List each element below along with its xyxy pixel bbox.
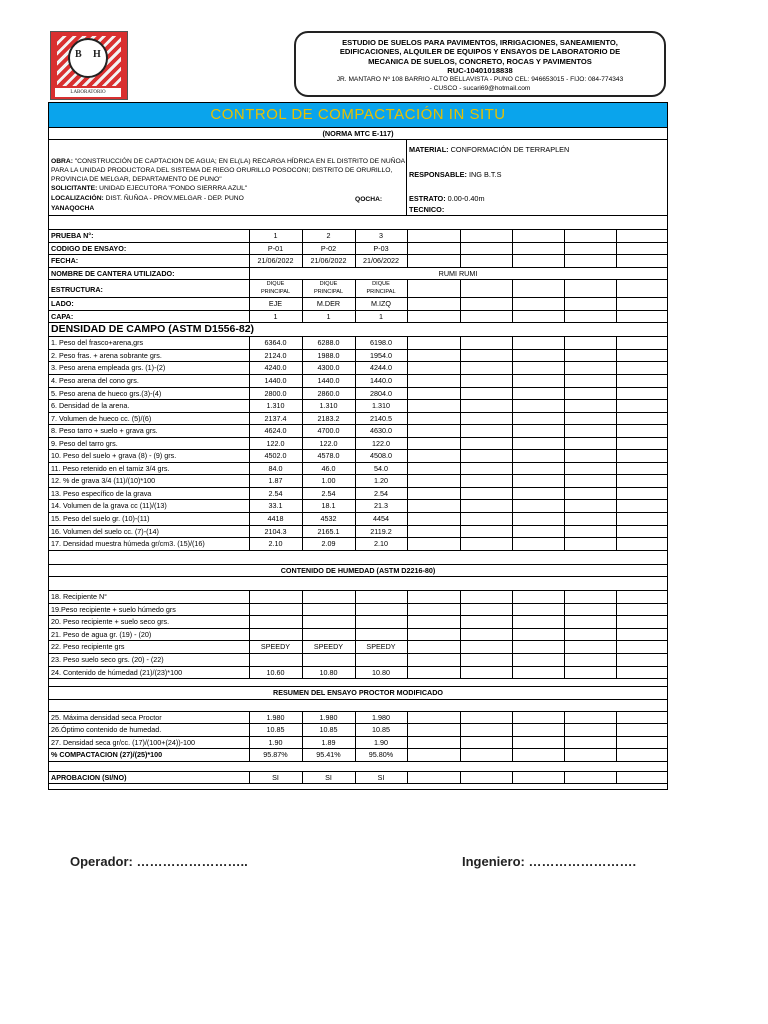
lado-row-value: M.DER (316, 299, 341, 309)
densidad-row-4-value: 2800.0 (264, 388, 287, 398)
grid-col-line (302, 279, 303, 322)
grid-col-line (302, 590, 303, 678)
densidad-row-0-label: 1. Peso del frasco+arena,grs (51, 338, 144, 348)
densidad-row-13-value: 21.3 (374, 501, 388, 511)
densidad-row-7-value: 4624.0 (264, 426, 287, 436)
densidad-row-9-value: 4508.0 (370, 451, 392, 461)
proctor-row-1-value: 10.85 (372, 725, 390, 735)
proctor-row-2-value: 1.90 (268, 737, 283, 747)
humedad-row-6-value: 10.80 (372, 667, 390, 677)
densidad-row-14-value: 4454 (373, 514, 389, 523)
grid-col-line (667, 711, 668, 761)
grid-col-line (249, 229, 250, 267)
proctor-row-0-value: 1.980 (266, 712, 285, 722)
id-row-0-label: PRUEBA N°: (51, 231, 94, 240)
id-row-1-value: P-02 (320, 243, 337, 253)
logo-band: LABORATORIO (55, 88, 121, 97)
densidad-row-5-value: 1.310 (319, 401, 338, 411)
company-line-1: ESTUDIO DE SUELOS PARA PAVIMENTOS, IRRIGACIONES, SANEAMIENTO, (342, 38, 618, 47)
densidad-row-14-value: 4532 (320, 514, 337, 523)
densidad-row-1-value: 1988.0 (317, 350, 340, 360)
company-info-box (294, 31, 666, 97)
grid-col-line (667, 336, 668, 549)
company-line-3: MECANICA DE SUELOS, CONCRETO, ROCAS Y PAVIMENTOS (368, 56, 592, 66)
proctor-row-1-label: 26.Óptimo contenido de humedad. (51, 725, 162, 735)
grid-row-line (49, 590, 667, 591)
grid-col-line (249, 711, 250, 761)
qocha-label: QOCHA: (355, 196, 383, 203)
grid-col-line (564, 336, 565, 549)
capa-row-value: 1 (379, 311, 383, 321)
grid-col-line (407, 336, 408, 549)
densidad-row-4-value: 2804.0 (370, 388, 392, 398)
grid-col-line (249, 336, 250, 549)
densidad-row-11-value: 1.87 (268, 476, 283, 486)
humedad-row-6-label: 24. Contenido de húmedad (21)/(23)*100 (51, 667, 183, 677)
densidad-row-6-value: 2137.4 (264, 413, 287, 423)
grid-col-line (407, 590, 408, 678)
densidad-row-6-value: 2140.5 (370, 413, 392, 423)
densidad-row-16-value: 2.10 (268, 539, 283, 549)
densidad-row-7-label: 8. Peso tarro + suelo + grava grs. (51, 426, 158, 436)
grid-col-line (407, 279, 408, 322)
grid-col-line (302, 336, 303, 549)
densidad-row-14-value: 4418 (267, 514, 284, 523)
proctor-row-0-value: 1.980 (319, 712, 338, 722)
humedad-row-5-label: 23. Peso suelo seco grs. (20) - (22) (51, 654, 164, 664)
densidad-row-7-value: 4630.0 (370, 426, 392, 436)
lado-row-label: LADO: (51, 299, 74, 309)
humedad-row-3-label: 21. Peso de agua gr. (19) - (20) (51, 629, 152, 639)
densidad-row-13-value: 33.1 (268, 501, 283, 511)
densidad-row-10-value: 54.0 (374, 463, 388, 473)
humedad-row-6-value: 10.60 (266, 667, 285, 677)
grid-col-line (616, 711, 617, 761)
qocha-value: YANAQOCHA (51, 205, 95, 212)
obra-line-1: OBRA: "CONSTRUCCIÓN DE CAPTACION DE AGUA; EN EL(LA) RECARGA HÍDRICA EN EL DISTRITO DE NUÑOA (51, 158, 406, 165)
ingeniero-signature: Ingeniero: ……………………. (462, 854, 637, 869)
company-logo (50, 31, 128, 100)
densidad-row-3-label: 4. Peso arena del cono grs. (51, 375, 139, 385)
grid-col-line (667, 771, 668, 784)
cantera-value: RUMI RUMI (438, 268, 478, 278)
grid-col-line (564, 711, 565, 761)
id-row-1-value: P-01 (267, 243, 284, 253)
humedad-row-4-value: SPEEDY (313, 642, 344, 652)
grid-row-line (49, 761, 667, 762)
densidad-row-16-value: 2.09 (321, 539, 336, 549)
norma-label: (NORMA MTC E-117) (322, 129, 394, 138)
info-divider (406, 139, 407, 215)
proctor-row-3-value: 95.80% (368, 750, 394, 760)
localizacion: LOCALIZACIÓN: DIST. ÑUÑOA - PROV.MELGAR - DEP. PUNO (51, 195, 244, 202)
proctor-row-3-value: 95.41% (316, 750, 341, 760)
company-ruc: RUC-10401018838 (447, 65, 513, 75)
densidad-row-11-value: 1.20 (374, 476, 388, 486)
obra-line-3: PROVINCIA DE MELGAR, DEPARTAMENTO DE PUNO" (51, 176, 222, 183)
grid-row-line (49, 550, 667, 551)
densidad-row-0-value: 6198.0 (370, 338, 392, 348)
grid-col-line (616, 279, 617, 322)
densidad-row-10-value: 84.0 (268, 463, 283, 473)
densidad-row-0-value: 6288.0 (317, 338, 340, 348)
grid-col-line (512, 771, 513, 784)
densidad-row-8-value: 122.0 (319, 438, 338, 448)
grid-col-line (512, 711, 513, 761)
densidad-row-6-value: 2183.2 (317, 413, 340, 423)
estructura-label: ESTRUCTURA: (51, 285, 103, 295)
grid-col-line (460, 229, 461, 267)
obra-line-2: PARA LA UNIDAD PRODUCTORA DEL SISTEMA DE RIEGO ORURILLO POSOCONI; DISTRITO DE ORURILLO, (51, 167, 393, 174)
grid-col-line (512, 229, 513, 267)
id-row-2-value: 21/06/2022 (363, 256, 399, 266)
densidad-row-8-label: 9. Peso del tarro grs. (51, 438, 118, 448)
grid-col-line (355, 711, 356, 761)
densidad-row-12-value: 2.54 (268, 488, 283, 498)
id-row-0-value: 3 (379, 231, 383, 240)
humedad-row-1-label: 19.Peso recipiente + suelo húmedo grs (51, 604, 176, 614)
grid-col-line (616, 590, 617, 678)
grid-col-line (460, 711, 461, 761)
proctor-row-3-label: % COMPACTACION (27)/(25)*100 (51, 750, 163, 760)
id-row-0-value: 2 (326, 231, 331, 240)
grid-col-line (564, 771, 565, 784)
divider (49, 139, 667, 140)
densidad-row-15-value: 2104.3 (264, 526, 287, 536)
grid-col-line (302, 711, 303, 761)
id-row-1-label: CODIGO DE ENSAYO: (51, 243, 127, 253)
responsable: RESPONSABLE: ING B.T.S (409, 170, 502, 179)
capa-row-label: CAPA: (51, 311, 74, 321)
proctor-row-2-value: 1.90 (374, 737, 388, 747)
densidad-row-4-label: 5. Peso arena de hueco grs.(3)-(4) (51, 388, 162, 398)
grid-col-line (616, 229, 617, 267)
densidad-row-15-value: 2165.1 (317, 526, 340, 536)
cantera-label: NOMBRE DE CANTERA UTILIZADO: (51, 268, 175, 278)
densidad-row-11-value: 1.00 (321, 476, 336, 486)
grid-row-line (49, 215, 667, 216)
densidad-row-7-value: 4700.0 (317, 426, 340, 436)
proctor-row-2-value: 1.89 (321, 737, 336, 747)
grid-col-line (460, 771, 461, 784)
aprobacion-row-label: APROBACION (SI/NO) (51, 772, 127, 782)
grid-col-line (355, 229, 356, 267)
densidad-row-6-label: 7. Volumen de hueco cc. (5)/(6) (51, 413, 152, 423)
humedad-row-6-value: 10.80 (319, 667, 338, 677)
densidad-row-12-label: 13. Peso específico de la grava (51, 488, 152, 498)
densidad-row-3-value: 1440.0 (317, 375, 340, 385)
densidad-row-1-value: 2124.0 (264, 350, 287, 360)
densidad-row-2-value: 4244.0 (370, 363, 392, 373)
id-row-2-value: 21/06/2022 (310, 256, 347, 266)
densidad-row-5-value: 1.310 (372, 401, 390, 411)
grid-row-line (49, 576, 667, 577)
densidad-row-13-label: 14. Volumen de la grava cc (11)/(13) (51, 501, 167, 511)
densidad-row-1-value: 1954.0 (370, 350, 392, 360)
grid-col-line (355, 279, 356, 322)
grid-col-line (460, 590, 461, 678)
grid-col-line (355, 590, 356, 678)
grid-row-line (49, 678, 667, 679)
id-row-0-value: 1 (273, 231, 278, 240)
company-line-2: EDIFICACIONES, ALQUILER DE EQUIPOS Y ENSAYOS DE LABORATORIO DE (339, 47, 621, 57)
proctor-row-0-value: 1.980 (372, 712, 390, 722)
operador-signature: Operador: …………………….. (70, 854, 248, 869)
densidad-row-9-value: 4502.0 (264, 451, 287, 461)
grid-col-line (512, 279, 513, 322)
logo-letter-h: H (93, 49, 101, 60)
humedad-row-2-label: 20. Peso recipiente + suelo seco grs. (51, 617, 170, 627)
grid-col-line (512, 336, 513, 549)
grid-col-line (355, 336, 356, 549)
lado-row-value: EJE (268, 299, 283, 309)
grid-col-line (249, 771, 250, 784)
capa-row-value: 1 (326, 311, 331, 321)
densidad-row-12-value: 2.54 (374, 488, 388, 498)
aprobacion-row-value: SI (325, 772, 332, 782)
proctor-title: RESUMEN DEL ENSAYO PROCTOR MODIFICADO (273, 688, 443, 698)
grid-col-line (355, 771, 356, 784)
densidad-row-1-label: 2. Peso fras. + arena sobrante grs. (51, 350, 162, 360)
aprobacion-row-value: SI (272, 772, 279, 782)
densidad-row-8-value: 122.0 (372, 438, 390, 448)
grid-row-line (49, 783, 667, 784)
grid-col-line (564, 229, 565, 267)
densidad-row-9-label: 10. Peso del suelo + grava (8) - (9) grs. (51, 451, 177, 461)
proctor-row-0-label: 25. Máxima densidad seca Proctor (51, 712, 162, 722)
densidad-title: DENSIDAD DE CAMPO (ASTM D1556-82) (51, 323, 255, 336)
humedad-row-4-label: 22. Peso recipiente grs (51, 642, 125, 652)
grid-row-line (49, 699, 667, 700)
densidad-row-15-label: 16. Volumen del suelo cc. (7)-(14) (51, 526, 159, 536)
id-row-1-value: P-03 (373, 243, 389, 253)
proctor-row-1-value: 10.85 (266, 725, 285, 735)
humedad-row-0-label: 18. Recipiente N° (51, 592, 108, 602)
densidad-row-8-value: 122.0 (266, 438, 285, 448)
grid-col-line (407, 229, 408, 267)
grid-col-line (460, 279, 461, 322)
grid-col-line (667, 279, 668, 322)
densidad-row-5-value: 1.310 (266, 401, 285, 411)
densidad-row-3-value: 1440.0 (370, 375, 392, 385)
proctor-row-2-label: 27. Densidad seca gr/cc. (17)/(100+(24))-100 (51, 737, 196, 747)
proctor-row-3-value: 95.87% (263, 750, 288, 760)
id-row-2-label: FECHA: (51, 256, 79, 266)
id-row-2-value: 21/06/2022 (257, 256, 294, 266)
grid-col-line (249, 279, 250, 322)
densidad-row-2-value: 4300.0 (317, 363, 340, 373)
grid-col-line (407, 711, 408, 761)
company-address: JR. MANTARO Nº 108 BARRIO ALTO BELLAVISTA - PUNO CEL: 946653015 - FIJO: 084-774343 (336, 76, 624, 84)
grid-col-line (512, 590, 513, 678)
humedad-title: CONTENIDO DE HUMEDAD (ASTM D2216-80) (280, 565, 436, 575)
lado-row-value: M.IZQ (371, 299, 391, 309)
grid-col-line (407, 771, 408, 784)
grid-col-line (667, 229, 668, 267)
grid-col-line (249, 590, 250, 678)
compaction-sheet (48, 102, 668, 790)
densidad-row-11-label: 12. % de grava 3/4 (11)/(10)*100 (51, 476, 156, 486)
company-email: - CUSCO - sucari69@hotmail.com (429, 85, 531, 93)
densidad-row-4-value: 2860.0 (317, 388, 340, 398)
densidad-row-3-value: 1440.0 (264, 375, 287, 385)
humedad-row-4-value: SPEEDY (366, 642, 396, 652)
logo-circle (68, 38, 108, 78)
estrato: ESTRATO: 0.00-0.40m (409, 194, 485, 203)
densidad-row-10-label: 11. Peso retenido en el tamiz 3/4 grs. (51, 463, 170, 473)
grid-col-line (616, 336, 617, 549)
grid-col-line (564, 279, 565, 322)
grid-col-line (249, 267, 250, 280)
densidad-row-2-label: 3. Peso arena empleada grs. (1)-(2) (51, 363, 166, 373)
grid-col-line (616, 771, 617, 784)
grid-col-line (302, 229, 303, 267)
densidad-row-16-label: 17. Densidad muestra húmeda gr/cm3. (15)/(16) (51, 539, 205, 549)
grid-col-line (302, 771, 303, 784)
densidad-row-0-value: 6364.0 (264, 338, 287, 348)
estructura-value: DIQUE PRINCIPAL (260, 281, 291, 296)
densidad-row-10-value: 46.0 (321, 463, 336, 473)
logo-letter-b: B (75, 49, 82, 60)
grid-col-line (460, 336, 461, 549)
densidad-row-2-value: 4240.0 (264, 363, 287, 373)
material: MATERIAL: CONFORMACIÓN DE TERRAPLEN (409, 145, 570, 154)
densidad-row-12-value: 2.54 (321, 488, 336, 498)
solicitante: SOLICITANTE: UNIDAD EJECUTORA "FONDO SIERRRA AZUL" (51, 185, 248, 192)
sheet-title: CONTROL DE COMPACTACIÓN IN SITU (49, 103, 667, 128)
grid-col-line (564, 590, 565, 678)
estructura-value: DIQUE PRINCIPAL (366, 281, 396, 296)
densidad-row-15-value: 2119.2 (370, 526, 392, 536)
grid-col-line (667, 590, 668, 678)
proctor-row-1-value: 10.85 (319, 725, 338, 735)
densidad-row-9-value: 4578.0 (317, 451, 340, 461)
densidad-row-13-value: 18.1 (321, 501, 336, 511)
densidad-row-16-value: 2.10 (374, 539, 388, 549)
estructura-value: DIQUE PRINCIPAL (313, 281, 344, 296)
densidad-row-5-label: 6. Densidad de la arena. (51, 401, 130, 411)
tecnico: TECNICO: (409, 205, 445, 214)
densidad-row-14-label: 15. Peso del suelo gr. (10)-(11) (51, 514, 150, 523)
humedad-row-4-value: SPEEDY (260, 642, 291, 652)
capa-row-value: 1 (273, 311, 278, 321)
aprobacion-row-value: SI (377, 772, 385, 782)
